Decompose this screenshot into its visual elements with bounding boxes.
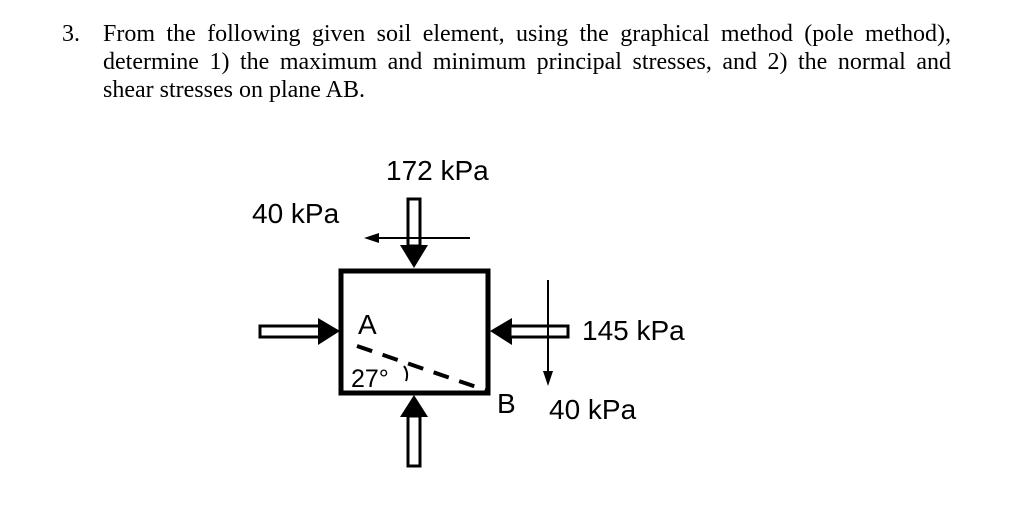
bottom-normal-arrow (400, 395, 428, 466)
question-line-2: determine 1) the maximum and minimum principal stresses, and 2) the normal and (103, 49, 951, 75)
vertical-stress-label: 172 kPa (386, 155, 489, 186)
left-normal-arrow (260, 318, 340, 345)
point-a-label: A (358, 309, 377, 340)
plane-angle-label: 27° (351, 365, 389, 393)
top-shear-label: 40 kPa (252, 198, 340, 229)
right-shear-label: 40 kPa (549, 394, 637, 425)
question-line-1: From the following given soil element, using the graphical method (pole method), (103, 21, 951, 47)
question-line-3: shear stresses on plane AB. (103, 77, 365, 103)
point-b-label: B (497, 388, 516, 419)
angle-arc (404, 366, 407, 381)
horizontal-stress-label: 145 kPa (582, 315, 685, 346)
right-normal-arrow (490, 318, 568, 345)
question-number: 3. (62, 21, 80, 47)
top-normal-arrow (400, 199, 428, 268)
